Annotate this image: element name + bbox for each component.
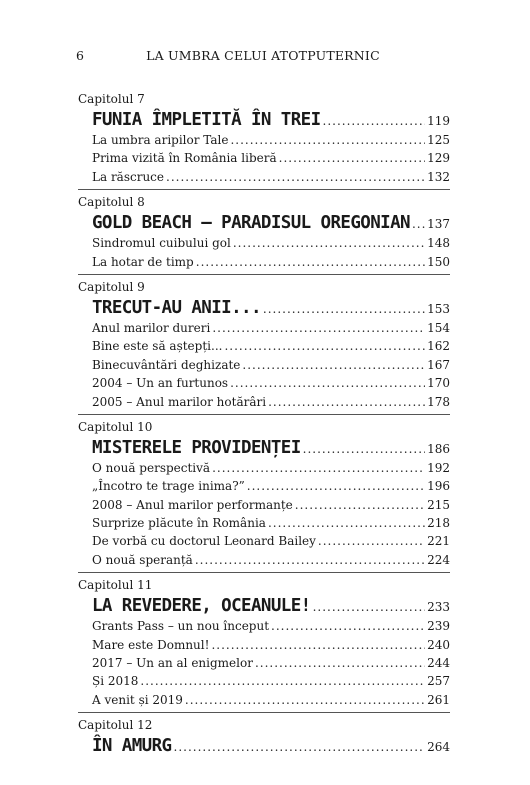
entry-title: 2008 – Anul marilor performanțe <box>92 497 293 512</box>
chapter-page: 264 <box>427 740 450 755</box>
chapter-label: Capitolul 12 <box>78 718 153 733</box>
chapter-12 <box>78 716 450 757</box>
entry-page: 257 <box>427 674 450 689</box>
dot-leader <box>279 149 425 167</box>
entry-page: 148 <box>427 236 450 251</box>
entry-title: Mare este Domnul! <box>92 637 210 652</box>
entry-page: 244 <box>427 656 450 671</box>
entry-title: O nouă speranță <box>92 552 193 567</box>
chapter-divider <box>78 572 450 573</box>
dot-leader <box>212 319 425 337</box>
dot-leader <box>195 551 425 569</box>
entry-page: 167 <box>427 357 450 372</box>
entry-page: 224 <box>427 552 450 567</box>
entry-title: 2017 – Un an al enigmelor <box>92 656 253 671</box>
chapter-title-row[interactable] <box>78 109 450 131</box>
toc-entry[interactable] <box>78 636 450 654</box>
entry-title: O nouă perspectivă <box>92 460 211 475</box>
chapter-title: GOLD BEACH – PARADISUL OREGONIAN <box>92 213 410 234</box>
toc-entry[interactable] <box>78 319 450 337</box>
toc-entry[interactable] <box>78 253 450 271</box>
chapter-title-row[interactable] <box>78 437 450 459</box>
chapter-title: FUNIA ÎMPLETITĂ ÎN TREI <box>92 110 321 130</box>
entry-page: 162 <box>427 339 450 354</box>
toc-entry[interactable] <box>78 654 450 672</box>
chapter-label: Capitolul 9 <box>78 279 145 294</box>
chapter-title-row[interactable] <box>78 212 450 234</box>
entry-title: Binecuvântări deghizate <box>92 357 241 372</box>
toc-entry[interactable] <box>78 672 450 690</box>
dot-leader <box>211 636 425 654</box>
toc-entry[interactable] <box>78 532 450 550</box>
toc-entry[interactable] <box>78 374 450 392</box>
entry-page: 170 <box>427 376 450 391</box>
chapter-7 <box>78 90 450 190</box>
entry-page: 218 <box>427 516 450 531</box>
dot-leader <box>318 532 425 550</box>
chapter-page: 153 <box>427 301 450 316</box>
chapter-9 <box>78 278 450 415</box>
dot-leader <box>212 459 425 477</box>
entry-page: 261 <box>427 692 450 707</box>
entry-title: Bine este să aștepți... <box>92 339 223 354</box>
entry-page: 154 <box>427 320 450 335</box>
dot-leader <box>174 736 426 758</box>
entry-page: 129 <box>427 151 450 166</box>
entry-title: La hotar de timp <box>92 254 194 269</box>
dot-leader <box>224 337 425 355</box>
toc-entry[interactable] <box>78 149 450 167</box>
dot-leader <box>230 374 425 392</box>
entry-page: 132 <box>427 169 450 184</box>
entry-title: Și 2018 <box>92 674 139 689</box>
dot-leader <box>185 691 425 709</box>
chapter-8 <box>78 193 450 275</box>
page-header <box>76 48 450 66</box>
toc-entry[interactable] <box>78 234 450 252</box>
dot-leader <box>196 253 425 271</box>
dot-leader <box>303 438 425 460</box>
dot-leader <box>242 356 425 374</box>
entry-title: Surprize plăcute în România <box>92 516 266 531</box>
chapter-divider <box>78 712 450 713</box>
toc-entry[interactable] <box>78 617 450 635</box>
chapter-title: ÎN AMURG <box>92 736 172 757</box>
dot-leader <box>412 213 425 235</box>
entry-title: 2005 – Anul marilor hotărâri <box>92 394 267 409</box>
dot-leader <box>233 234 425 252</box>
dot-leader <box>263 298 425 320</box>
entry-title: Anul marilor dureri <box>92 320 211 335</box>
chapter-title: TRECUT-AU ANII... <box>92 297 261 318</box>
toc-entry[interactable] <box>78 459 450 477</box>
running-title: LA UMBRA CELUI ATOTPUTERNIC <box>146 48 380 63</box>
dot-leader <box>166 168 425 186</box>
chapter-label: Capitolul 11 <box>78 578 153 593</box>
entry-page: 150 <box>427 254 450 269</box>
entry-title: La umbra aripilor Tale <box>92 133 229 147</box>
chapter-divider <box>78 414 450 415</box>
chapter-page: 137 <box>427 217 450 232</box>
dot-leader <box>268 514 425 532</box>
dot-leader <box>230 131 425 149</box>
entry-page: 178 <box>427 394 450 409</box>
entry-page: 215 <box>427 497 450 512</box>
toc-entry[interactable] <box>78 131 450 149</box>
table-of-contents <box>78 90 450 757</box>
chapter-label: Capitolul 10 <box>78 419 153 434</box>
chapter-title: LA REVEDERE, OCEANULE! <box>92 596 311 617</box>
dot-leader <box>271 617 425 635</box>
entry-title: Sindromul cuibului gol <box>92 236 231 251</box>
entry-page: 196 <box>427 479 450 494</box>
toc-entry[interactable] <box>78 496 450 514</box>
toc-entry[interactable] <box>78 168 450 186</box>
dot-leader <box>247 477 425 495</box>
dot-leader <box>323 110 426 132</box>
dot-leader <box>255 654 425 672</box>
chapter-title-row[interactable] <box>78 735 450 757</box>
toc-entry[interactable] <box>78 356 450 374</box>
chapter-page: 186 <box>427 441 450 456</box>
chapter-label: Capitolul 8 <box>78 195 145 210</box>
entry-title: A venit și 2019 <box>92 692 183 707</box>
entry-title: De vorbă cu doctorul Leonard Bailey <box>92 534 316 549</box>
toc-entry[interactable] <box>78 514 450 532</box>
chapter-page: 119 <box>427 114 450 128</box>
chapter-10 <box>78 418 450 573</box>
entry-page: 240 <box>427 637 450 652</box>
dot-leader <box>140 672 425 690</box>
toc-entry[interactable] <box>78 477 450 495</box>
dot-leader <box>313 596 426 618</box>
entry-page: 239 <box>427 619 450 634</box>
toc-entry[interactable] <box>78 691 450 709</box>
entry-title: 2004 – Un an furtunos <box>92 376 229 391</box>
dot-leader <box>268 393 425 411</box>
chapter-label: Capitolul 7 <box>78 92 145 106</box>
entry-title: „Încotro te trage inima?” <box>92 479 245 494</box>
chapter-title-row[interactable] <box>78 595 450 617</box>
chapter-title-row[interactable] <box>78 297 450 319</box>
chapter-page: 233 <box>427 600 450 615</box>
entry-page: 221 <box>427 534 450 549</box>
toc-entry[interactable] <box>78 551 450 569</box>
entry-title: Grants Pass – un nou început <box>92 619 270 634</box>
chapter-divider <box>78 189 450 190</box>
chapter-title: MISTERELE PROVIDENȚEI <box>92 437 301 458</box>
entry-page: 125 <box>427 133 450 147</box>
dot-leader <box>295 496 425 514</box>
chapter-11 <box>78 576 450 713</box>
entry-title: Prima vizită în România liberă <box>92 151 277 166</box>
chapter-divider <box>78 274 450 275</box>
toc-entry[interactable] <box>78 393 450 411</box>
page-number: 6 <box>76 48 85 63</box>
entry-title: La răscruce <box>92 169 164 184</box>
toc-entry[interactable] <box>78 337 450 355</box>
entry-page: 192 <box>427 460 450 475</box>
